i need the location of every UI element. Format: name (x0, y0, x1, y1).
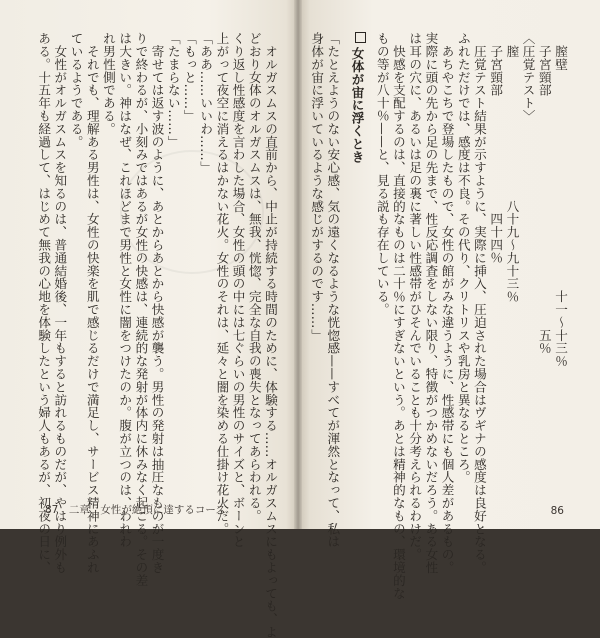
text-line: 子宮頸部 四十四％ (488, 32, 504, 265)
text-line: 膣 八十九〜九十三％ (504, 32, 520, 303)
text-line: オルガスムスの直前から、中止が持続する時間のために、体験する……オルガスムスにもよっても、よ (263, 32, 278, 638)
square-bullet-icon (355, 32, 366, 43)
section-heading (348, 32, 365, 492)
text-line: 「ああ……いいわ……」 (198, 32, 214, 174)
text-line: 「もっと……」 (181, 32, 197, 123)
text-line: 「たまらない……」 (165, 32, 181, 149)
spacer (340, 32, 348, 492)
section-heading-text: 女体が宙に浮くとき (349, 47, 365, 164)
text-line: れ男性側である。 (100, 32, 116, 136)
text-line: 上がって夜空に消えるはかない花火。女性のそれは、延々と闇を染める仕掛け花火だ。 (214, 32, 230, 536)
text-line: 圧覚テスト結果が示すように、実際に挿入、圧迫された場合はヴギナの感度は良好となる。 (471, 32, 487, 574)
text-line: 身体が宙に浮いているような感じがするのです……」 (309, 32, 325, 342)
text-line: は耳の穴に、あるいは足の裏に著しい性感帯がひそんでいることも十分考えられるわけだ。 (407, 32, 423, 561)
text-line: ているようである。 (68, 32, 84, 149)
text-line: りで終わるが、小刻みではあるが女性の快感は、連続的な発射が体内に休みなく起こる。その差 (133, 32, 149, 587)
left-page (0, 0, 298, 638)
right-page (298, 0, 600, 600)
text-line: 快感を支配するのは、直接的なものは二十％にすぎないという。あとは精神的なもの、環境的な (390, 32, 406, 600)
text-line: 「たとえようのない安心感、気の遠くなるような恍惚感——すべてが渾然となって、私は (325, 32, 341, 548)
text-line: 子宮頸部 五％ (536, 32, 552, 355)
text-line: 女性がオルガスムスを知るのは、普通結婚後、一年もすると訪れるものだが、やはり例外も (52, 32, 68, 574)
page-number-right: 86 (550, 505, 564, 517)
text-line: ふれただけでは、感度は不良。その代り、クリトリスや乳房と異なるところ。 (455, 32, 471, 484)
book-gutter (294, 0, 302, 529)
page-footer-left: 87 二章 女性が絶頂に達するコース (45, 504, 226, 516)
spacer (366, 32, 374, 492)
text-line: 実際に頭の先から足の先まで、性反応調査をしない限り、特徴がつかめないだろう。ある女性 (423, 32, 439, 574)
text-line: は大きい。神はなぜ、これほどまで男性と女性に闇をつけたのか。腹が立つのは、われわ (117, 32, 133, 548)
text-line: それでも、理解ある男性は、女性の快楽を肌で感じるだけで満足し、サービス精神にあふれ (84, 32, 100, 574)
text-line: くり返し性感度を言わした場合、女性の頭の中には七ぐらいの男性のサイズと、ボーンと (230, 32, 246, 548)
text-line: どおり女体のオルガスムスは、無我、恍惚、完全な自我の喪失となってあらわれる。 (246, 32, 262, 523)
text-line: 膣壁 十一〜十三％ (553, 32, 568, 368)
text-line: あちやこちで登場したもので、女性の館がみな違うように、性感帯にも個人差があるもの。 (439, 32, 455, 574)
text-line: もの等が八十％——と、見る説も存在している。 (374, 32, 390, 316)
text-line: 〈圧覚テスト〉 (520, 32, 536, 123)
text-line: 寄せては返す波のように、あとからあとから快感が襲う。男性の発射は抽圧なものが一度き (149, 32, 165, 574)
text-line: ある。十五年も経過して、はじめて無我の心地を体験したという婦人もあるが、初夜の日に、 (36, 32, 52, 574)
